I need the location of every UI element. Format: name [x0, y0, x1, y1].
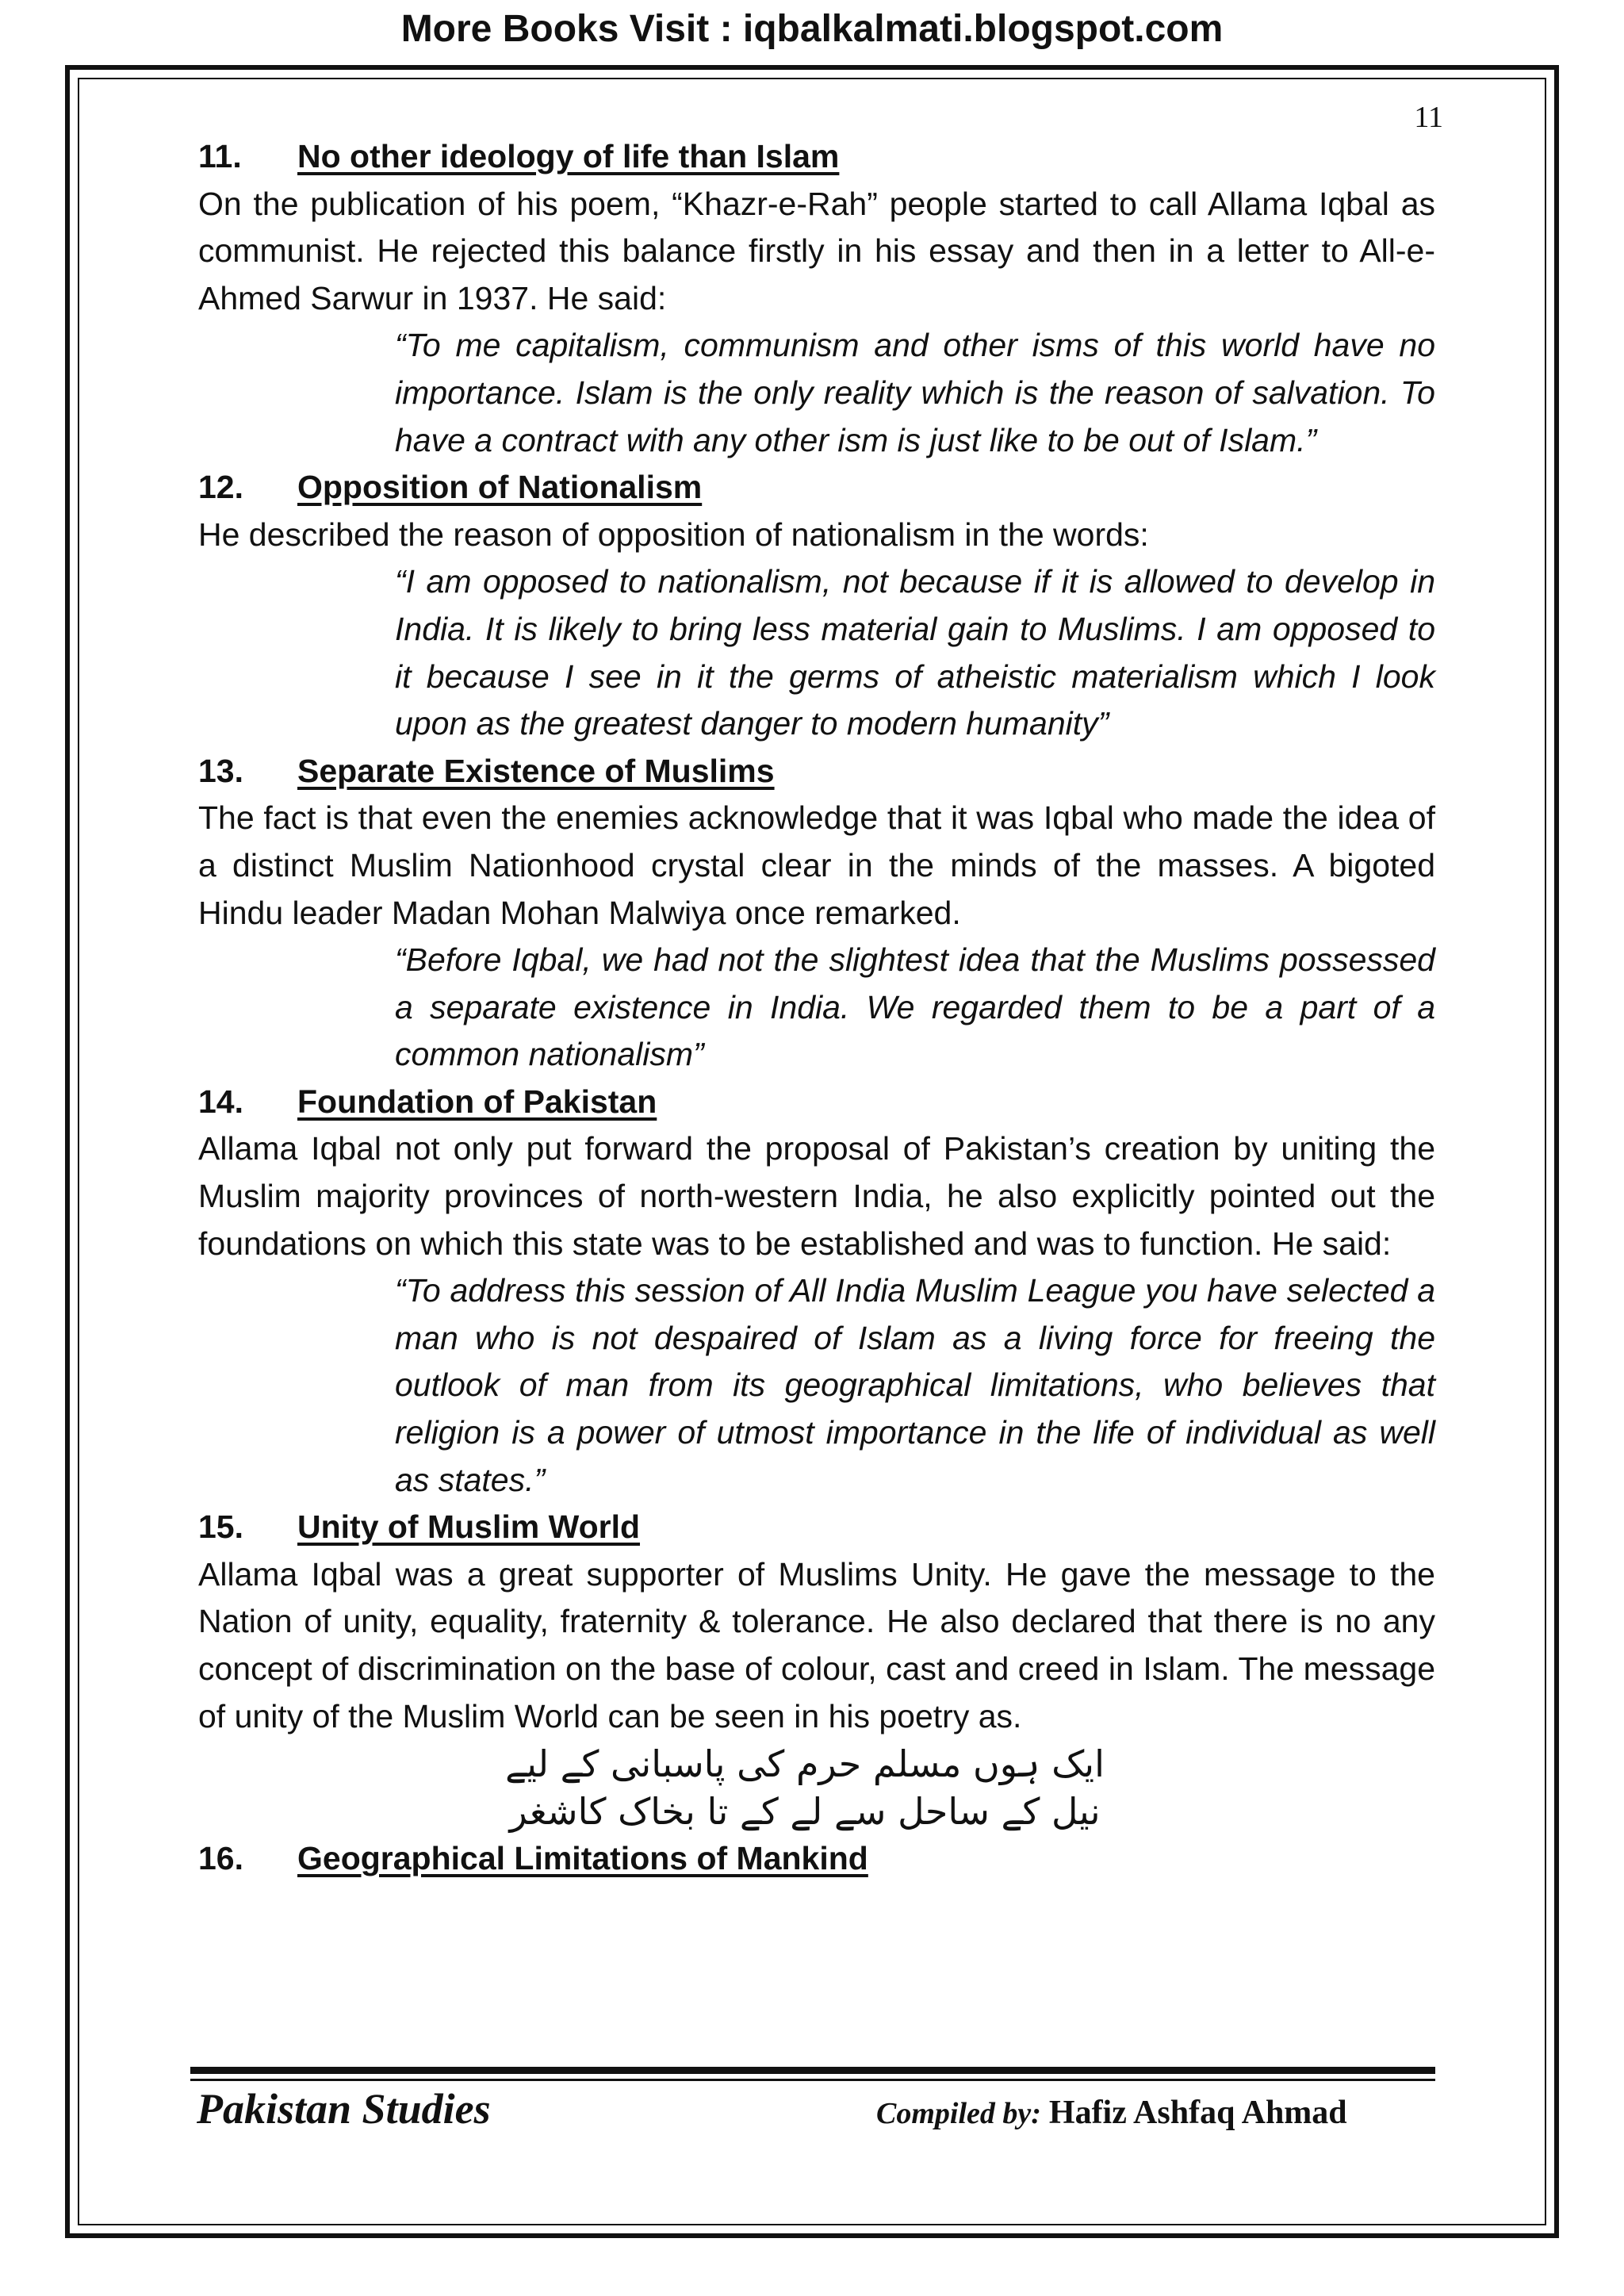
section-paragraph: The fact is that even the enemies acknowledge that it was Iqbal who made the idea of a distinct Muslim Nationhood crystal clear in the minds of the masses. A bigoted Hindu leader Madan Mohan Malwiya once remarked.	[198, 799, 1435, 931]
section-heading-11	[198, 133, 1435, 181]
footer-divider-thick	[190, 2067, 1435, 2074]
section-title: Geographical Limitations of Mankind	[297, 1840, 868, 1877]
section-heading-12	[198, 464, 1435, 512]
section-paragraph: Allama Iqbal was a great supporter of Muslims Unity. He gave the message to the Nation of unity, equality, fraternity & tolerance. He also declared that there is no any concept of discrimination on the base of colour, cast and creed in Islam. The message of unity of the Muslim World can be seen in his poetry as.	[198, 1555, 1435, 1734]
section-paragraph: Allama Iqbal not only put forward the proposal of Pakistan’s creation by uniting the Muslim majority provinces of north-western India, he also explicitly pointed out the foundations on which this state was to be established and was to function. He said:	[198, 1130, 1435, 1262]
section-quote: “To me capitalism, communism and other isms of this world have no importance. Islam is the only reality which is the reason of salvation. To have a contract with any other ism is just like to be out of Islam.”	[395, 327, 1435, 458]
section-title: Foundation of Pakistan	[297, 1083, 657, 1120]
compiler-name: Hafiz Ashfaq Ahmad	[1048, 2095, 1347, 2131]
section-title: Separate Existence of Muslims	[297, 752, 775, 789]
section-heading-13	[198, 748, 1435, 795]
section-title: No other ideology of life than Islam	[297, 138, 840, 174]
section-heading-16	[198, 1835, 1435, 1883]
urdu-verse-line-2: نیل کے ساحل سے لے کے تا بخاک کاشغر	[509, 1790, 1101, 1834]
section-heading-14	[198, 1079, 1435, 1126]
section-quote: “Before Iqbal, we had not the slightest idea that the Muslims possessed a separate existence in India. We regarded them to be a part of a common nationalism”	[395, 941, 1435, 1073]
footer-compiled-by	[876, 2094, 1347, 2132]
footer-book-title: Pakistan Studies	[197, 2085, 491, 2133]
section-paragraph: He described the reason of opposition of nationalism in the words:	[198, 516, 1149, 553]
section-quote: “I am opposed to nationalism, not because if it is allowed to develop in India. It is likely to bring less material gain to Muslims. I am opposed to it because I see in it the germs of atheistic materialism which I look upon as the greatest danger to modern humanity”	[395, 563, 1435, 742]
urdu-verse-line-1: ایک ہوں مسلم حرم کی پاسبانی کے لیے	[505, 1742, 1105, 1786]
section-number: 11.	[198, 138, 242, 174]
footer-divider-thin	[190, 2079, 1435, 2081]
section-paragraph: On the publication of his poem, “Khazr-e-Rah” people started to call Allama Iqbal as communist. He rejected this balance firstly in his essay and then in a letter to All-e-Ahmed Sarwur in 1937. He said:	[198, 185, 1435, 316]
section-number: 13.	[198, 752, 243, 789]
section-heading-15	[198, 1504, 1435, 1551]
section-number: 12.	[198, 469, 243, 506]
section-number: 14.	[198, 1083, 243, 1120]
section-number: 16.	[198, 1840, 243, 1877]
compiled-by-label: Compiled by:	[876, 2097, 1041, 2130]
section-title: Unity of Muslim World	[297, 1508, 641, 1546]
section-title: Opposition of Nationalism	[297, 469, 703, 506]
page-content	[198, 133, 1435, 1883]
section-quote: “To address this session of All India Muslim League you have selected a man who is not despaired of Islam as a living force for freeing the outlook of man from its geographical limitations, who believes that religion is a power of utmost importance in the life of individual as well as states.”	[395, 1272, 1435, 1498]
section-number: 15.	[198, 1508, 243, 1546]
site-banner: More Books Visit : iqbalkalmati.blogspot.com	[400, 8, 1224, 50]
page-number: 11	[1414, 101, 1443, 134]
